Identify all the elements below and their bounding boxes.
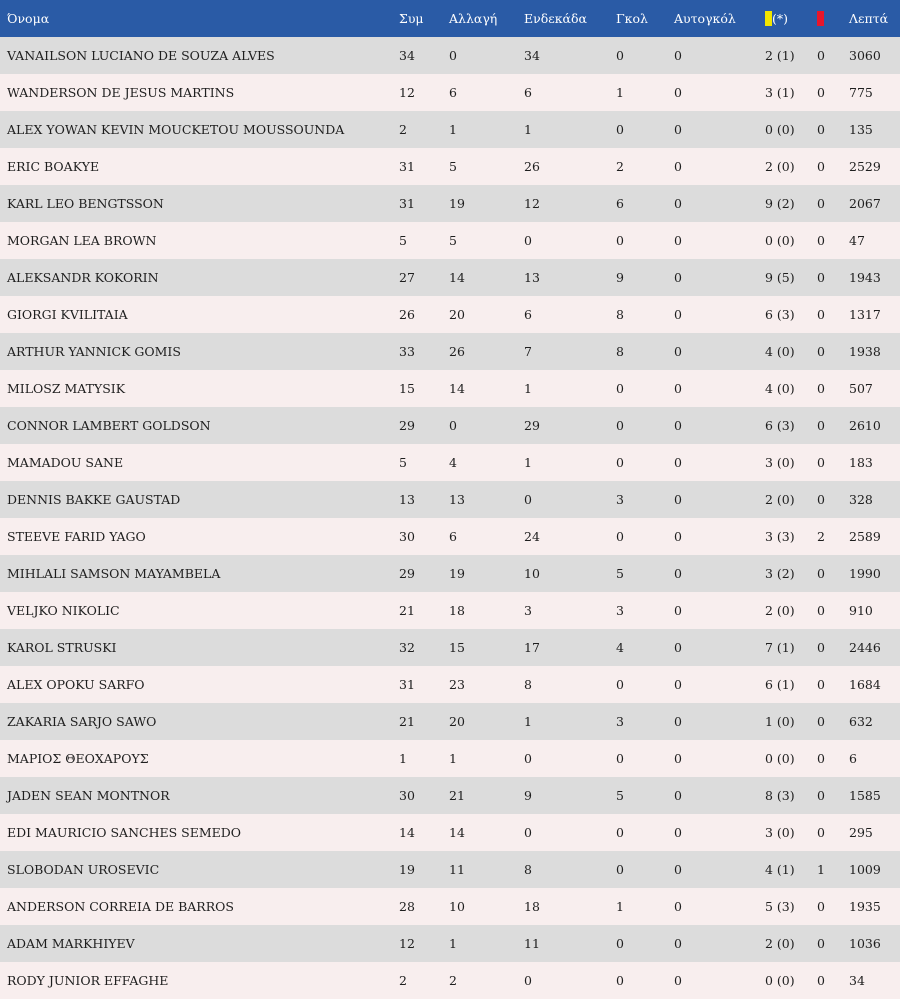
cell-own-goals: 0 xyxy=(674,899,682,914)
red-card-icon xyxy=(817,11,824,26)
cell-starts: 1 xyxy=(524,455,532,470)
cell-apps: 5 xyxy=(399,233,407,248)
cell-player-name[interactable]: ERIC BOAKYE xyxy=(7,159,100,174)
cell-goals: 6 xyxy=(616,196,624,211)
cell-player-name[interactable]: ADAM MARKHIYEV xyxy=(7,936,135,951)
cell-yellow-cards: 8 (3) xyxy=(765,788,795,803)
cell-apps: 12 xyxy=(399,936,415,951)
cell-red-cards: 0 xyxy=(817,381,825,396)
cell-yellow-cards: 6 (3) xyxy=(765,418,795,433)
table-row[interactable] xyxy=(0,370,900,407)
cell-own-goals: 0 xyxy=(674,825,682,840)
cell-yellow-cards: 3 (3) xyxy=(765,529,795,544)
cell-yellow-cards: 6 (1) xyxy=(765,677,795,692)
cell-yellow-cards: 9 (5) xyxy=(765,270,795,285)
cell-own-goals: 0 xyxy=(674,233,682,248)
cell-minutes: 2446 xyxy=(849,640,881,655)
cell-yellow-cards: 2 (1) xyxy=(765,48,795,63)
cell-apps: 30 xyxy=(399,529,415,544)
cell-minutes: 910 xyxy=(849,603,873,618)
cell-red-cards: 0 xyxy=(817,48,825,63)
table-row[interactable] xyxy=(0,814,900,851)
table-row[interactable] xyxy=(0,740,900,777)
cell-own-goals: 0 xyxy=(674,270,682,285)
cell-goals: 0 xyxy=(616,122,624,137)
cell-own-goals: 0 xyxy=(674,381,682,396)
cell-goals: 0 xyxy=(616,48,624,63)
table-row[interactable] xyxy=(0,592,900,629)
cell-red-cards: 0 xyxy=(817,640,825,655)
table-row[interactable] xyxy=(0,666,900,703)
cell-sub: 6 xyxy=(449,85,457,100)
cell-starts: 1 xyxy=(524,122,532,137)
cell-player-name[interactable]: GIORGI KVILITAIA xyxy=(7,307,128,322)
cell-yellow-cards: 0 (0) xyxy=(765,122,795,137)
cell-starts: 24 xyxy=(524,529,540,544)
cell-minutes: 632 xyxy=(849,714,873,729)
cell-minutes: 295 xyxy=(849,825,873,840)
cell-yellow-cards: 5 (3) xyxy=(765,899,795,914)
cell-player-name[interactable]: ALEKSANDR KOKORIN xyxy=(7,270,159,285)
cell-goals: 1 xyxy=(616,899,624,914)
cell-goals: 0 xyxy=(616,862,624,877)
cell-goals: 3 xyxy=(616,603,624,618)
cell-starts: 0 xyxy=(524,825,532,840)
cell-player-name[interactable]: VANAILSON LUCIANO DE SOUZA ALVES xyxy=(7,48,275,63)
cell-yellow-cards: 0 (0) xyxy=(765,751,795,766)
table-row[interactable] xyxy=(0,555,900,592)
cell-yellow-cards: 4 (0) xyxy=(765,381,795,396)
cell-red-cards: 1 xyxy=(817,862,825,877)
cell-apps: 13 xyxy=(399,492,415,507)
cell-red-cards: 0 xyxy=(817,936,825,951)
cell-starts: 13 xyxy=(524,270,540,285)
cell-red-cards: 0 xyxy=(817,677,825,692)
cell-goals: 0 xyxy=(616,751,624,766)
cell-apps: 29 xyxy=(399,566,415,581)
col-header-own-goals[interactable]: Αυτογκόλ xyxy=(674,11,736,26)
cell-sub: 1 xyxy=(449,122,457,137)
table-row[interactable] xyxy=(0,777,900,814)
cell-starts: 34 xyxy=(524,48,540,63)
cell-starts: 1 xyxy=(524,714,532,729)
cell-starts: 11 xyxy=(524,936,540,951)
cell-goals: 0 xyxy=(616,973,624,988)
cell-yellow-cards: 2 (0) xyxy=(765,936,795,951)
cell-starts: 18 xyxy=(524,899,540,914)
cell-sub: 13 xyxy=(449,492,465,507)
cell-red-cards: 2 xyxy=(817,529,825,544)
cell-minutes: 1585 xyxy=(849,788,881,803)
table-row[interactable] xyxy=(0,518,900,555)
cell-sub: 10 xyxy=(449,899,465,914)
cell-player-name[interactable]: ΜΑΡΙΟΣ ΘΕΟΧΑΡΟΥΣ xyxy=(7,751,149,766)
cell-own-goals: 0 xyxy=(674,529,682,544)
cell-minutes: 34 xyxy=(849,973,865,988)
cell-starts: 17 xyxy=(524,640,540,655)
cell-player-name[interactable]: KAROL STRUSKI xyxy=(7,640,117,655)
cell-player-name[interactable]: WANDERSON DE JESUS MARTINS xyxy=(7,85,235,100)
col-header-red-cards[interactable] xyxy=(817,0,849,37)
cell-player-name[interactable]: RODY JUNIOR EFFAGHE xyxy=(7,973,169,988)
cell-starts: 8 xyxy=(524,862,532,877)
cell-own-goals: 0 xyxy=(674,788,682,803)
cell-yellow-cards: 6 (3) xyxy=(765,307,795,322)
cell-player-name[interactable]: MILOSZ MATYSIK xyxy=(7,381,126,396)
cell-sub: 15 xyxy=(449,640,465,655)
cell-red-cards: 0 xyxy=(817,714,825,729)
table-row[interactable] xyxy=(0,185,900,222)
cell-minutes: 1938 xyxy=(849,344,881,359)
cell-minutes: 1009 xyxy=(849,862,881,877)
cell-apps: 30 xyxy=(399,788,415,803)
cell-goals: 0 xyxy=(616,677,624,692)
cell-player-name[interactable]: KARL LEO BENGTSSON xyxy=(7,196,164,211)
cell-yellow-cards: 3 (0) xyxy=(765,825,795,840)
cell-goals: 0 xyxy=(616,529,624,544)
cell-red-cards: 0 xyxy=(817,159,825,174)
cell-own-goals: 0 xyxy=(674,492,682,507)
cell-apps: 31 xyxy=(399,159,415,174)
cell-minutes: 1990 xyxy=(849,566,881,581)
cell-apps: 2 xyxy=(399,122,407,137)
table-row[interactable] xyxy=(0,925,900,962)
cell-minutes: 6 xyxy=(849,751,857,766)
cell-red-cards: 0 xyxy=(817,122,825,137)
cell-minutes: 135 xyxy=(849,122,873,137)
cell-sub: 14 xyxy=(449,381,465,396)
cell-own-goals: 0 xyxy=(674,603,682,618)
cell-apps: 26 xyxy=(399,307,415,322)
cell-sub: 14 xyxy=(449,825,465,840)
cell-goals: 9 xyxy=(616,270,624,285)
cell-red-cards: 0 xyxy=(817,270,825,285)
cell-player-name[interactable]: SLOBODAN UROSEVIC xyxy=(7,862,160,877)
cell-goals: 0 xyxy=(616,936,624,951)
cell-goals: 8 xyxy=(616,344,624,359)
cell-own-goals: 0 xyxy=(674,344,682,359)
cell-goals: 3 xyxy=(616,492,624,507)
cell-starts: 0 xyxy=(524,751,532,766)
cell-player-name[interactable]: JADEN SEAN MONTNOR xyxy=(7,788,170,803)
cell-apps: 27 xyxy=(399,270,415,285)
table-row[interactable] xyxy=(0,962,900,999)
cell-starts: 12 xyxy=(524,196,540,211)
cell-own-goals: 0 xyxy=(674,159,682,174)
col-header-sub[interactable]: Αλλαγή xyxy=(449,11,498,26)
cell-yellow-cards: 3 (1) xyxy=(765,85,795,100)
cell-own-goals: 0 xyxy=(674,85,682,100)
cell-yellow-cards: 3 (2) xyxy=(765,566,795,581)
cell-goals: 2 xyxy=(616,159,624,174)
cell-own-goals: 0 xyxy=(674,973,682,988)
cell-own-goals: 0 xyxy=(674,48,682,63)
cell-minutes: 1943 xyxy=(849,270,881,285)
cell-sub: 1 xyxy=(449,936,457,951)
cell-minutes: 1036 xyxy=(849,936,881,951)
cell-sub: 20 xyxy=(449,714,465,729)
cell-starts: 26 xyxy=(524,159,540,174)
table-row[interactable] xyxy=(0,222,900,259)
cell-minutes: 328 xyxy=(849,492,873,507)
col-header-name[interactable]: Όνομα xyxy=(7,11,50,26)
col-header-goals[interactable]: Γκολ xyxy=(616,11,648,26)
cell-apps: 34 xyxy=(399,48,415,63)
cell-apps: 28 xyxy=(399,899,415,914)
table-row[interactable] xyxy=(0,111,900,148)
cell-red-cards: 0 xyxy=(817,492,825,507)
cell-yellow-cards: 3 (0) xyxy=(765,455,795,470)
cell-apps: 33 xyxy=(399,344,415,359)
cell-apps: 21 xyxy=(399,714,415,729)
cell-apps: 31 xyxy=(399,196,415,211)
cell-player-name[interactable]: ANDERSON CORREIA DE BARROS xyxy=(7,899,234,914)
cell-starts: 9 xyxy=(524,788,532,803)
cell-sub: 5 xyxy=(449,159,457,174)
cell-own-goals: 0 xyxy=(674,751,682,766)
cell-goals: 0 xyxy=(616,455,624,470)
cell-player-name[interactable]: MORGAN LEA BROWN xyxy=(7,233,157,248)
cell-goals: 5 xyxy=(616,788,624,803)
cell-red-cards: 0 xyxy=(817,899,825,914)
cell-goals: 0 xyxy=(616,418,624,433)
cell-goals: 8 xyxy=(616,307,624,322)
col-header-minutes[interactable]: Λεπτά xyxy=(849,11,889,26)
header-row xyxy=(0,0,900,37)
cell-own-goals: 0 xyxy=(674,455,682,470)
table-body xyxy=(0,37,900,999)
cell-minutes: 1684 xyxy=(849,677,881,692)
col-header-yellow-cards[interactable] xyxy=(765,0,817,37)
cell-own-goals: 0 xyxy=(674,714,682,729)
col-header-starts[interactable]: Ενδεκάδα xyxy=(524,11,587,26)
cell-red-cards: 0 xyxy=(817,418,825,433)
table-row[interactable] xyxy=(0,481,900,518)
cell-red-cards: 0 xyxy=(817,85,825,100)
cell-starts: 8 xyxy=(524,677,532,692)
cell-sub: 14 xyxy=(449,270,465,285)
col-header-apps[interactable]: Συμ xyxy=(399,11,424,26)
cell-starts: 3 xyxy=(524,603,532,618)
cell-player-name[interactable]: ZAKARIA SARJO SAWO xyxy=(7,714,157,729)
cell-minutes: 2610 xyxy=(849,418,881,433)
cell-minutes: 2067 xyxy=(849,196,881,211)
cell-starts: 1 xyxy=(524,381,532,396)
cell-apps: 32 xyxy=(399,640,415,655)
table-row[interactable] xyxy=(0,703,900,740)
cell-starts: 10 xyxy=(524,566,540,581)
cell-own-goals: 0 xyxy=(674,640,682,655)
table-row[interactable] xyxy=(0,333,900,370)
cell-player-name[interactable]: ALEX OPOKU SARFO xyxy=(7,677,145,692)
cell-own-goals: 0 xyxy=(674,196,682,211)
cell-red-cards: 0 xyxy=(817,196,825,211)
cell-player-name[interactable]: CONNOR LAMBERT GOLDSON xyxy=(7,418,211,433)
table-row[interactable] xyxy=(0,148,900,185)
table-row[interactable] xyxy=(0,259,900,296)
cell-red-cards: 0 xyxy=(817,455,825,470)
cell-apps: 5 xyxy=(399,455,407,470)
cell-apps: 2 xyxy=(399,973,407,988)
cell-minutes: 2589 xyxy=(849,529,881,544)
cell-yellow-cards: 2 (0) xyxy=(765,159,795,174)
cell-red-cards: 0 xyxy=(817,307,825,322)
cell-goals: 4 xyxy=(616,640,624,655)
cell-player-name[interactable]: DENNIS BAKKE GAUSTAD xyxy=(7,492,181,507)
cell-yellow-cards: 2 (0) xyxy=(765,603,795,618)
table-row[interactable] xyxy=(0,444,900,481)
cell-red-cards: 0 xyxy=(817,344,825,359)
cell-goals: 1 xyxy=(616,85,624,100)
cell-minutes: 775 xyxy=(849,85,873,100)
cell-sub: 2 xyxy=(449,973,457,988)
cell-own-goals: 0 xyxy=(674,677,682,692)
cell-own-goals: 0 xyxy=(674,122,682,137)
cell-apps: 19 xyxy=(399,862,415,877)
cell-apps: 31 xyxy=(399,677,415,692)
cell-player-name[interactable]: MIHLALI SAMSON MAYAMBELA xyxy=(7,566,221,581)
cell-apps: 12 xyxy=(399,85,415,100)
cell-red-cards: 0 xyxy=(817,566,825,581)
cell-minutes: 3060 xyxy=(849,48,881,63)
table-row[interactable] xyxy=(0,37,900,74)
cell-starts: 29 xyxy=(524,418,540,433)
cell-starts: 0 xyxy=(524,973,532,988)
cell-sub: 0 xyxy=(449,418,457,433)
cell-goals: 0 xyxy=(616,233,624,248)
cell-sub: 11 xyxy=(449,862,465,877)
cell-goals: 0 xyxy=(616,825,624,840)
cell-sub: 6 xyxy=(449,529,457,544)
cell-minutes: 507 xyxy=(849,381,873,396)
cell-apps: 21 xyxy=(399,603,415,618)
cell-goals: 3 xyxy=(616,714,624,729)
cell-own-goals: 0 xyxy=(674,862,682,877)
cell-player-name[interactable]: MAMADOU SANE xyxy=(7,455,124,470)
cell-starts: 6 xyxy=(524,85,532,100)
cell-apps: 29 xyxy=(399,418,415,433)
cell-starts: 6 xyxy=(524,307,532,322)
cell-own-goals: 0 xyxy=(674,566,682,581)
cell-minutes: 2529 xyxy=(849,159,881,174)
cell-starts: 0 xyxy=(524,492,532,507)
cell-red-cards: 0 xyxy=(817,751,825,766)
cell-player-name[interactable]: ARTHUR YANNICK GOMIS xyxy=(7,344,181,359)
cell-apps: 15 xyxy=(399,381,415,396)
cell-red-cards: 0 xyxy=(817,788,825,803)
cell-own-goals: 0 xyxy=(674,936,682,951)
cell-sub: 20 xyxy=(449,307,465,322)
cell-red-cards: 0 xyxy=(817,233,825,248)
cell-yellow-cards: 0 (0) xyxy=(765,233,795,248)
cell-starts: 0 xyxy=(524,233,532,248)
yellow-card-icon xyxy=(765,11,772,26)
cell-sub: 26 xyxy=(449,344,465,359)
cell-apps: 14 xyxy=(399,825,415,840)
cell-red-cards: 0 xyxy=(817,825,825,840)
cell-minutes: 47 xyxy=(849,233,865,248)
table-row[interactable] xyxy=(0,296,900,333)
cell-sub: 19 xyxy=(449,196,465,211)
cell-minutes: 183 xyxy=(849,455,873,470)
cell-goals: 0 xyxy=(616,381,624,396)
cell-minutes: 1935 xyxy=(849,899,881,914)
cell-sub: 18 xyxy=(449,603,465,618)
cell-player-name[interactable]: EDI MAURICIO SANCHES SEMEDO xyxy=(7,825,242,840)
table-row[interactable] xyxy=(0,629,900,666)
cell-sub: 4 xyxy=(449,455,457,470)
cell-starts: 7 xyxy=(524,344,532,359)
cell-sub: 21 xyxy=(449,788,465,803)
cell-player-name[interactable]: VELJKO NIKOLIC xyxy=(7,603,120,618)
cell-minutes: 1317 xyxy=(849,307,881,322)
cell-player-name[interactable]: ALEX YOWAN KEVIN MOUCKETOU MOUSSOUNDA xyxy=(7,122,345,137)
cell-yellow-cards: 0 (0) xyxy=(765,973,795,988)
cell-own-goals: 0 xyxy=(674,307,682,322)
cell-yellow-cards: 1 (0) xyxy=(765,714,795,729)
cell-sub: 5 xyxy=(449,233,457,248)
yellow-card-suffix: (*) xyxy=(772,11,789,26)
cell-red-cards: 0 xyxy=(817,603,825,618)
cell-yellow-cards: 2 (0) xyxy=(765,492,795,507)
cell-yellow-cards: 7 (1) xyxy=(765,640,795,655)
cell-sub: 1 xyxy=(449,751,457,766)
cell-yellow-cards: 4 (0) xyxy=(765,344,795,359)
cell-apps: 1 xyxy=(399,751,407,766)
cell-own-goals: 0 xyxy=(674,418,682,433)
cell-sub: 23 xyxy=(449,677,465,692)
cell-sub: 0 xyxy=(449,48,457,63)
cell-red-cards: 0 xyxy=(817,973,825,988)
cell-sub: 19 xyxy=(449,566,465,581)
table-row[interactable] xyxy=(0,74,900,111)
cell-goals: 5 xyxy=(616,566,624,581)
table-row[interactable] xyxy=(0,407,900,444)
table-row[interactable] xyxy=(0,851,900,888)
cell-yellow-cards: 9 (2) xyxy=(765,196,795,211)
cell-player-name[interactable]: STEEVE FARID YAGO xyxy=(7,529,146,544)
table-row[interactable] xyxy=(0,888,900,925)
table-header xyxy=(0,0,900,37)
cell-yellow-cards: 4 (1) xyxy=(765,862,795,877)
